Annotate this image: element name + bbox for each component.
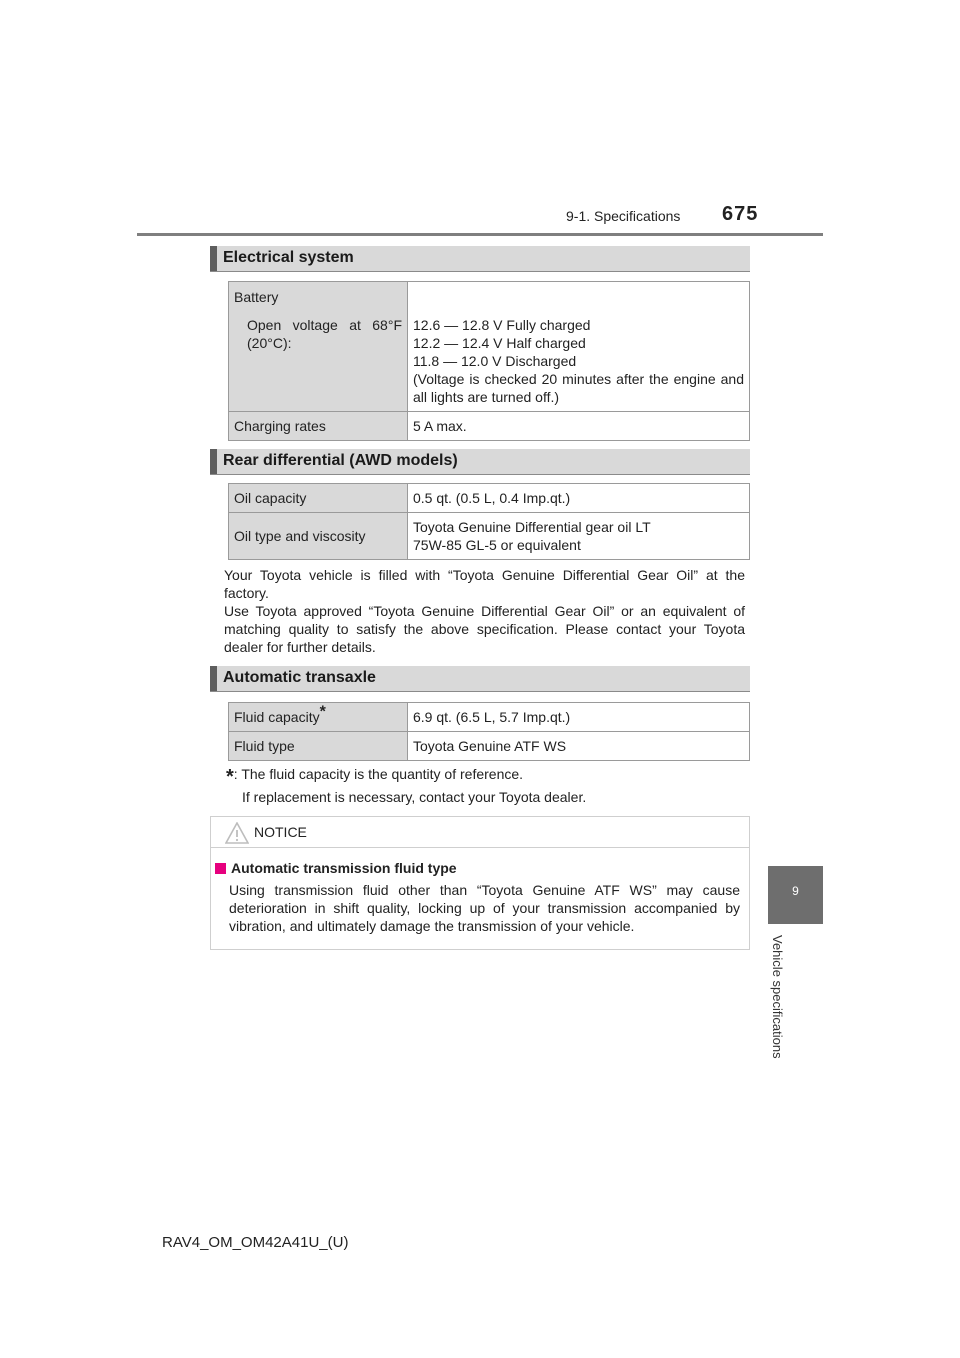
electrical-table	[228, 281, 750, 441]
differential-paragraph	[224, 566, 745, 656]
battery-label: Battery	[234, 289, 279, 305]
heading-text: Automatic transaxle	[223, 669, 376, 686]
oil-type-line: Toyota Genuine Differential gear oil LT	[413, 519, 651, 535]
heading-bar	[210, 449, 217, 474]
chapter-label	[770, 935, 794, 1085]
battery-value-cell	[408, 282, 750, 412]
transaxle-table	[228, 702, 750, 761]
chapter-label-text: Vehicle specifications	[770, 935, 785, 1059]
notice-body: Using transmission fluid other than “Toyota Genuine ATF WS” may cause deterioration in shift quality, locking up of your transmission accompanied by vibration, and ultimately damage the transmission of your vehicle.	[229, 882, 740, 934]
model-code: RAV4_OM_OM42A41U_(U)	[162, 1234, 349, 1251]
paragraph-text: Use Toyota approved “Toyota Genuine Differential Gear Oil” or an equivalent of matching quality to satisfy the above specification. Please contact your Toyota dealer for further details.	[224, 603, 745, 655]
fluid-type-value: Toyota Genuine ATF WS	[408, 732, 750, 761]
oil-capacity-label: Oil capacity	[229, 484, 408, 513]
heading-bar	[210, 246, 217, 271]
table-row	[229, 412, 750, 441]
chapter-tab: 9	[768, 866, 823, 924]
footnote	[226, 764, 586, 807]
voltage-line: 12.6 — 12.8 V Fully charged	[413, 317, 591, 333]
warning-triangle-icon	[225, 822, 249, 844]
notice-item-text: Automatic transmission fluid type	[231, 860, 457, 876]
footnote-text: : The fluid capacity is the quantity of reference.	[233, 766, 524, 782]
table-row	[229, 513, 750, 560]
heading-text: Electrical system	[223, 249, 354, 266]
notice-item-title	[215, 860, 457, 876]
electrical-system-heading	[210, 246, 750, 272]
page-number: 675	[722, 203, 759, 225]
fluid-capacity-label-cell	[229, 703, 408, 732]
asterisk-mark: *	[319, 703, 326, 721]
heading-bar	[210, 666, 217, 691]
oil-type-label: Oil type and viscosity	[229, 513, 408, 560]
table-row	[229, 484, 750, 513]
table-row	[229, 282, 750, 412]
notice-title: NOTICE	[254, 824, 307, 840]
table-row	[229, 732, 750, 761]
table-row	[229, 703, 750, 732]
fluid-capacity-label: Fluid capacity	[234, 709, 320, 725]
open-voltage-label: Open voltage at 68°F (20°C):	[247, 317, 402, 351]
fluid-capacity-value: 6.9 qt. (6.5 L, 5.7 Imp.qt.)	[408, 703, 750, 732]
automatic-transaxle-heading	[210, 666, 750, 692]
paragraph-text: Your Toyota vehicle is filled with “Toyota Genuine Differential Gear Oil” at the factory.	[224, 567, 745, 601]
rear-differential-heading	[210, 449, 750, 475]
voltage-note: (Voltage is checked 20 minutes after the engine and all lights are turned off.)	[413, 371, 744, 405]
oil-capacity-value: 0.5 qt. (0.5 L, 0.4 Imp.qt.)	[408, 484, 750, 513]
fluid-type-label: Fluid type	[229, 732, 408, 761]
oil-type-line: 75W-85 GL-5 or equivalent	[413, 537, 581, 553]
footnote-asterisk: *	[226, 766, 234, 788]
voltage-line: 11.8 — 12.0 V Discharged	[413, 353, 577, 369]
section-heading: 9-1. Specifications	[566, 208, 681, 224]
notice-box	[210, 816, 750, 950]
charging-label: Charging rates	[229, 412, 408, 441]
oil-type-value	[408, 513, 750, 560]
header-rule	[137, 233, 823, 236]
voltage-line: 12.2 — 12.4 V Half charged	[413, 335, 586, 351]
battery-label-cell	[229, 282, 408, 412]
notice-header	[211, 817, 749, 848]
footnote-text: If replacement is necessary, contact your Toyota dealer.	[242, 789, 587, 805]
charging-value: 5 A max.	[408, 412, 750, 441]
bullet-square-icon	[215, 863, 226, 874]
rear-differential-table	[228, 483, 750, 560]
heading-text: Rear differential (AWD models)	[223, 452, 458, 469]
